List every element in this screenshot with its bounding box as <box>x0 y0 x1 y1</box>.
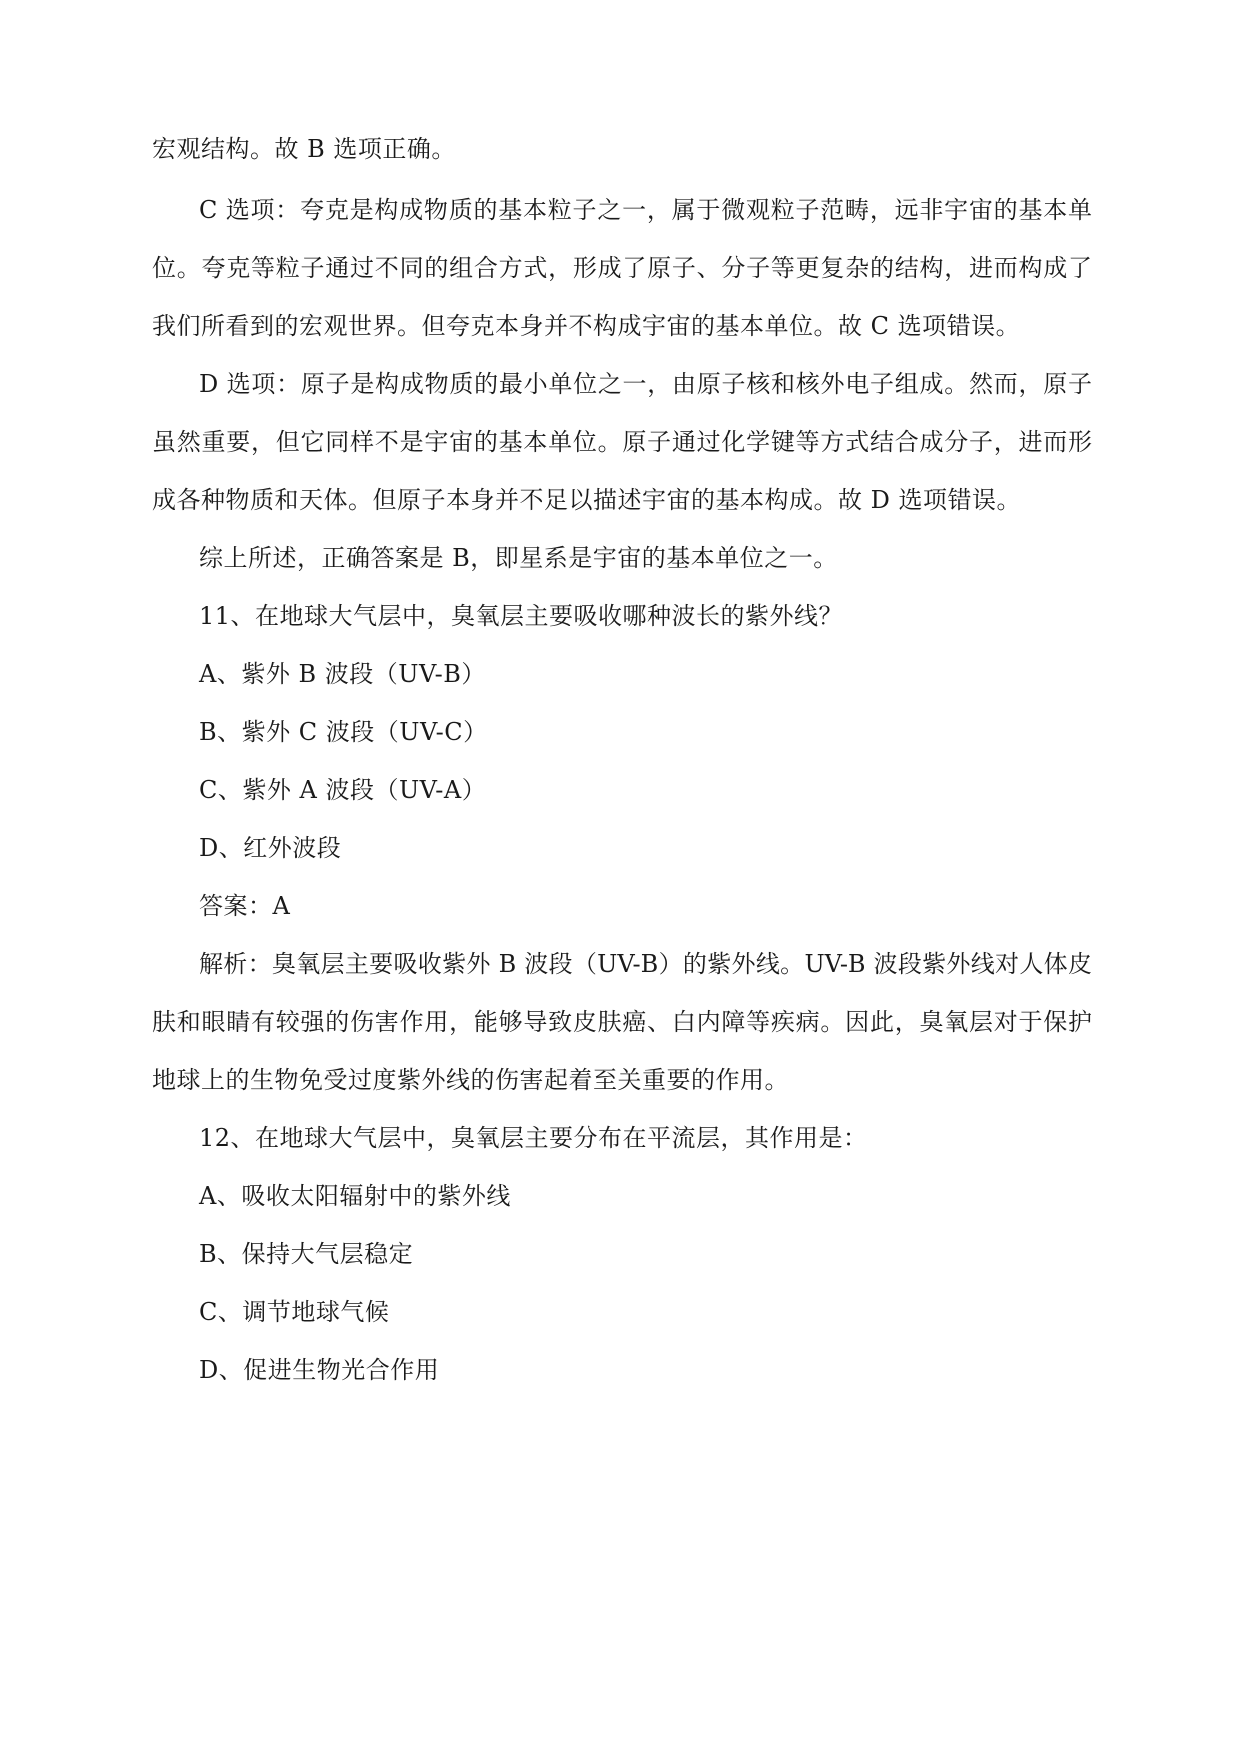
paragraph-line: 我们所看到的宏观世界。但夸克本身并不构成宇宙的基本单位。故 C 选项错误。 <box>152 312 1021 340</box>
paragraph-line: 虽然重要，但它同样不是宇宙的基本单位。原子通过化学键等方式结合成分子，进而形 <box>152 428 1092 456</box>
paragraph-line: 综上所述，正确答案是 B，即星系是宇宙的基本单位之一。 <box>199 544 838 572</box>
paragraph-line: 宏观结构。故 B 选项正确。 <box>152 135 456 163</box>
question-option: A、紫外 B 波段（UV-B） <box>199 660 486 688</box>
paragraph-line: C 选项：夸克是构成物质的基本粒子之一，属于微观粒子范畴，远非宇宙的基本单 <box>199 196 1092 224</box>
question-title: 12、在地球大气层中，臭氧层主要分布在平流层，其作用是： <box>199 1124 868 1152</box>
question-title: 11、在地球大气层中，臭氧层主要吸收哪种波长的紫外线？ <box>199 602 844 630</box>
question-option: C、紫外 A 波段（UV-A） <box>199 776 487 804</box>
answer-line: 答案：A <box>199 892 291 920</box>
paragraph-line: D 选项：原子是构成物质的最小单位之一，由原子核和核外电子组成。然而，原子 <box>199 370 1092 398</box>
question-option: A、吸收太阳辐射中的紫外线 <box>199 1182 511 1210</box>
analysis-line: 肤和眼睛有较强的伤害作用，能够导致皮肤癌、白内障等疾病。因此，臭氧层对于保护 <box>152 1008 1092 1036</box>
question-option: D、促进生物光合作用 <box>199 1356 440 1384</box>
paragraph-line: 成各种物质和天体。但原子本身并不足以描述宇宙的基本构成。故 D 选项错误。 <box>152 486 1021 514</box>
analysis-line: 地球上的生物免受过度紫外线的伤害起着至关重要的作用。 <box>152 1066 789 1094</box>
question-option: D、红外波段 <box>199 834 342 862</box>
question-option: C、调节地球气候 <box>199 1298 390 1326</box>
question-option: B、保持大气层稳定 <box>199 1240 414 1268</box>
analysis-line: 解析：臭氧层主要吸收紫外 B 波段（UV-B）的紫外线。UV-B 波段紫外线对人体皮 <box>199 950 1092 978</box>
question-option: B、紫外 C 波段（UV-C） <box>199 718 488 746</box>
paragraph-line: 位。夸克等粒子通过不同的组合方式，形成了原子、分子等更复杂的结构，进而构成了 <box>152 254 1092 282</box>
